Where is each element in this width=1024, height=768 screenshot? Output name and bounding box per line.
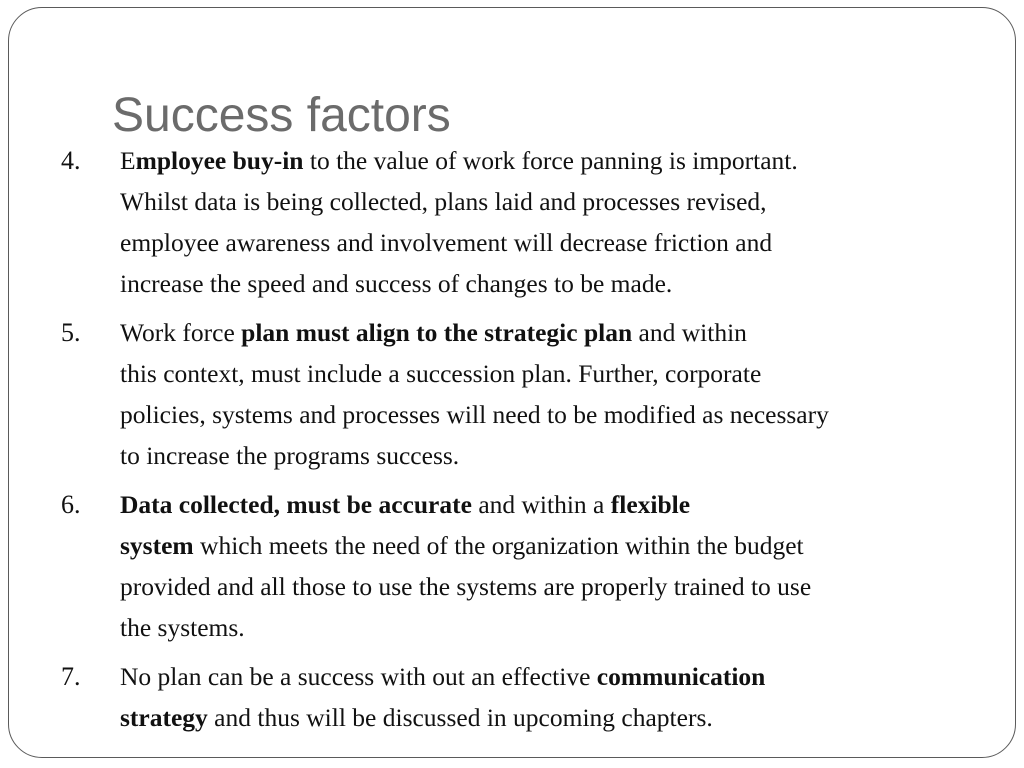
slide-title: Success factors — [112, 89, 451, 142]
body-text: and within — [632, 318, 747, 347]
body-text: and within a — [471, 490, 611, 519]
body-text: policies, systems and processes will need to be modified as necessary — [120, 400, 829, 429]
item-text-line — [120, 181, 767, 222]
item-text-line — [120, 312, 747, 353]
body-text: employee awareness and involvement will decrease friction and — [120, 228, 773, 257]
item-text-line — [120, 566, 811, 607]
bold-text: communication — [596, 662, 766, 691]
item-text-line — [120, 697, 713, 738]
body-text: E — [120, 146, 136, 175]
body-text: Work force — [120, 318, 242, 347]
body-text: this context, must include a succession plan. Further, corporate — [120, 359, 762, 388]
item-text-line — [120, 222, 772, 263]
item-number: 5. — [61, 318, 81, 347]
body-text: to the value of work force panning is important. — [303, 146, 798, 175]
body-text: Whilst data is being collected, plans laid and processes revised, — [120, 187, 767, 216]
body-text: and thus will be discussed in upcoming chapters. — [207, 703, 713, 732]
bold-text: strategy — [120, 703, 208, 732]
item-number: 4. — [61, 146, 81, 175]
body-text: No plan can be a success with out an effective — [120, 662, 597, 691]
item-text-line — [120, 484, 690, 525]
item-text-line — [120, 140, 798, 181]
item-number: 6. — [61, 490, 81, 519]
item-text-line — [120, 656, 765, 697]
body-text: increase the speed and success of changes to be made. — [120, 269, 673, 298]
body-text: which meets the need of the organization within the budget — [193, 531, 804, 560]
bold-text: plan must align to the strategic plan — [241, 318, 633, 347]
item-text-line — [120, 607, 245, 648]
bold-text: Data collected, must be accurate — [120, 490, 472, 519]
item-text-line — [120, 525, 804, 566]
item-text-line — [120, 263, 672, 304]
item-text-line — [120, 435, 459, 476]
bold-text: flexible — [610, 490, 691, 519]
bold-text: system — [120, 531, 194, 560]
item-text-line — [120, 394, 829, 435]
item-number: 7. — [61, 662, 81, 691]
item-text-line — [120, 353, 761, 394]
bold-text: mployee buy-in — [135, 146, 304, 175]
body-text: to increase the programs success. — [120, 441, 460, 470]
body-text: provided and all those to use the systems are properly trained to use — [120, 572, 812, 601]
body-text: the systems. — [120, 613, 245, 642]
